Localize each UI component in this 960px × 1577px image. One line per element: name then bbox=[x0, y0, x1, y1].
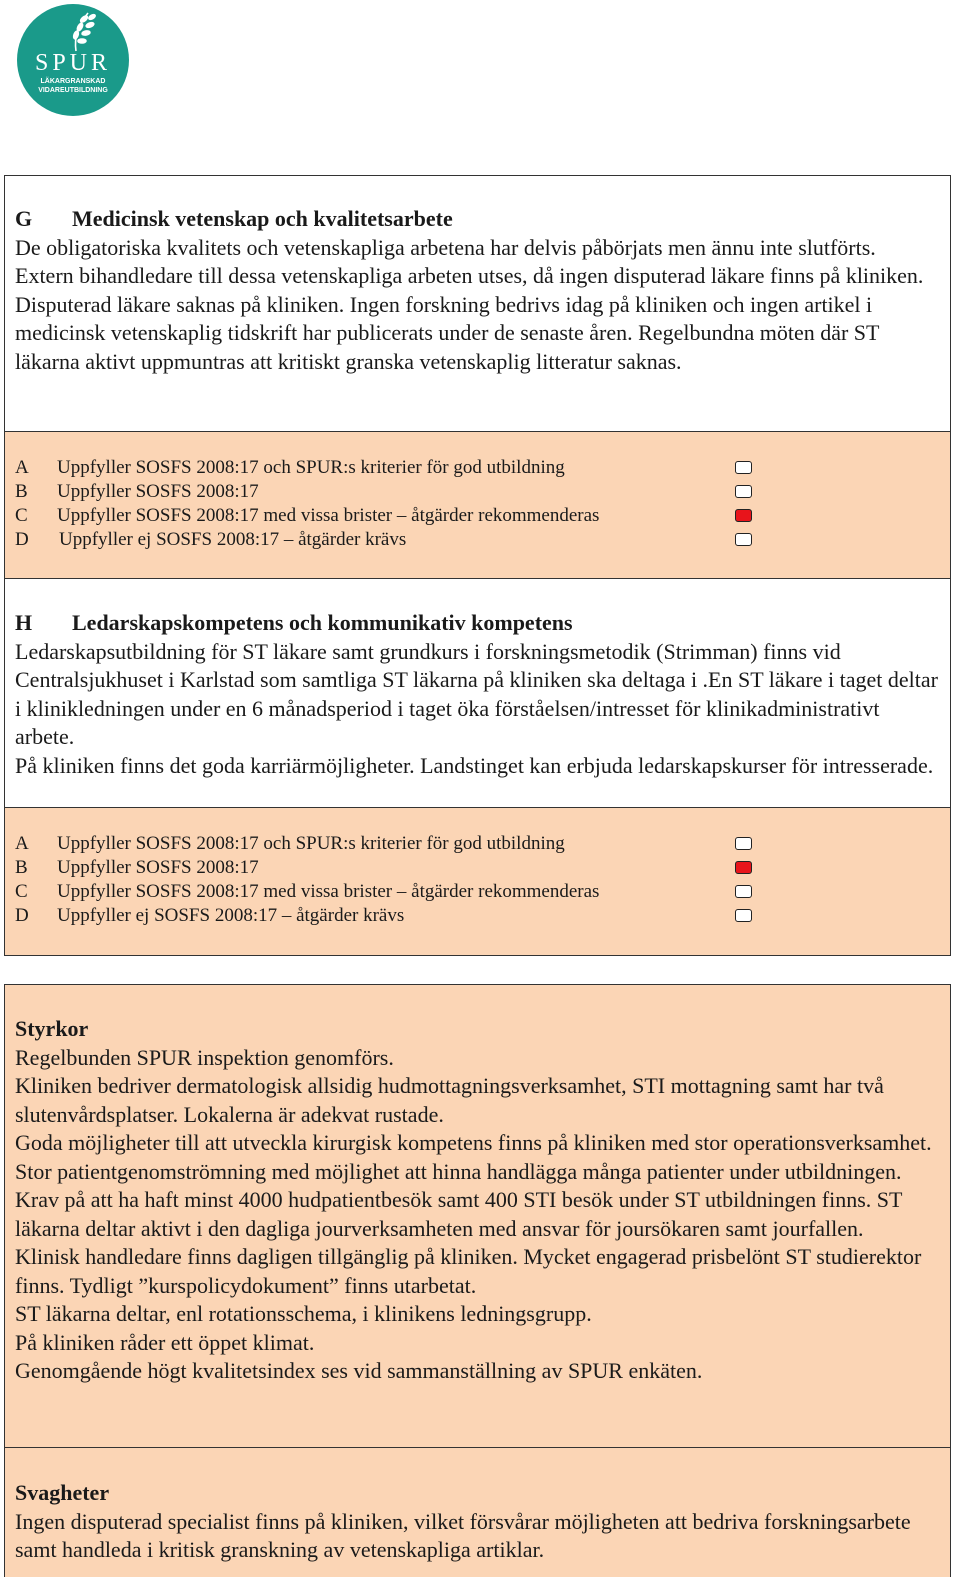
section-g-letter: G bbox=[15, 206, 33, 231]
strengths-section bbox=[4, 984, 951, 1448]
strengths-title: Styrkor bbox=[15, 1016, 89, 1041]
spur-logo-icon bbox=[14, 3, 132, 118]
section-h-rating bbox=[4, 807, 951, 956]
logo-subtitle-2: VIDAREUTBILDNING bbox=[38, 87, 108, 94]
rating-label: Uppfyller ej SOSFS 2008:17 – åtgärder krävs bbox=[59, 529, 407, 550]
section-g-text bbox=[4, 175, 951, 432]
rating-checkbox[interactable] bbox=[735, 837, 752, 850]
rating-checkbox-checked[interactable] bbox=[735, 509, 752, 522]
section-h-text bbox=[4, 578, 951, 808]
rating-option-d bbox=[15, 904, 940, 928]
rating-option-c bbox=[15, 504, 940, 528]
rating-option-a bbox=[15, 456, 940, 480]
rating-checkbox-checked[interactable] bbox=[735, 861, 752, 874]
rating-grade: D bbox=[15, 529, 29, 550]
rating-checkbox[interactable] bbox=[735, 885, 752, 898]
rating-grade: B bbox=[15, 481, 28, 502]
section-g-heading bbox=[15, 205, 940, 234]
rating-grade: B bbox=[15, 857, 28, 878]
strengths-paragraph: På kliniken råder ett öppet klimat. bbox=[15, 1329, 315, 1355]
rating-label: Uppfyller SOSFS 2008:17 och SPUR:s kriterier för god utbildning bbox=[57, 833, 565, 854]
rating-grade: A bbox=[15, 457, 29, 478]
rating-option-b bbox=[15, 856, 940, 880]
section-g-title: Medicinsk vetenskap och kvalitetsarbete bbox=[72, 206, 453, 231]
weaknesses-title: Svagheter bbox=[15, 1480, 110, 1505]
spur-logo bbox=[14, 3, 132, 118]
rating-checkbox[interactable] bbox=[735, 485, 752, 498]
rating-grade: D bbox=[15, 905, 29, 926]
weaknesses-paragraph: Ingen disputerad specialist finns på kliniken, vilket försvårar möjligheten att bedriva forskningsarbete samt handleda i kritisk granskning av vetenskapliga artiklar. bbox=[15, 1508, 911, 1562]
rating-label: Uppfyller SOSFS 2008:17 bbox=[57, 481, 259, 502]
rating-grade: C bbox=[15, 881, 28, 902]
section-g-paragraph: Disputerad läkare saknas på kliniken. Ingen forskning bedrivs idag på kliniken och ingen artikel i medicinsk vetenskaplig tidskrift har publicerats under de senaste åren. Regelbundna möten där ST läkarna aktivt uppmuntras att kritiskt granska vetenskaplig litteratur saknas. bbox=[15, 291, 880, 374]
logo-subtitle-1: LÄKARGRANSKAD bbox=[40, 78, 106, 85]
strengths-paragraph: Genomgående högt kvalitetsindex ses vid sammanställning av SPUR enkäten. bbox=[15, 1358, 703, 1383]
rating-label: Uppfyller SOSFS 2008:17 med vissa brister – åtgärder rekommenderas bbox=[57, 505, 600, 526]
section-h-heading bbox=[15, 609, 940, 638]
section-h-paragraph: På kliniken finns det goda karriärmöjligheter. Landstinget kan erbjuda ledarskapskurser för intresserade. bbox=[15, 752, 934, 778]
section-h-letter: H bbox=[15, 610, 33, 635]
rating-label: Uppfyller ej SOSFS 2008:17 – åtgärder krävs bbox=[57, 905, 405, 926]
strengths-paragraph: ST läkarna deltar, enl rotationsschema, i klinikens ledningsgrupp. bbox=[15, 1301, 592, 1326]
section-g-paragraph: Extern bihandledare till dessa vetenskapliga arbeten utses, då ingen disputerad läkare finns på kliniken. bbox=[15, 263, 924, 288]
section-h-title: Ledarskapskompetens och kommunikativ kompetens bbox=[72, 610, 573, 635]
rating-label: Uppfyller SOSFS 2008:17 och SPUR:s kriterier för god utbildning bbox=[57, 457, 565, 478]
rating-grade: C bbox=[15, 505, 28, 526]
strengths-paragraph: Kliniken bedriver dermatologisk allsidig hudmottagningsverksamhet, STI mottagning samt har två slutenvårdsplatser. Lokalerna är adekvat rustade. bbox=[15, 1073, 884, 1127]
rating-option-c bbox=[15, 880, 940, 904]
rating-label: Uppfyller SOSFS 2008:17 med vissa brister – åtgärder rekommenderas bbox=[57, 881, 600, 902]
rating-checkbox[interactable] bbox=[735, 533, 752, 546]
weaknesses-section bbox=[4, 1447, 951, 1577]
rating-label: Uppfyller SOSFS 2008:17 bbox=[57, 857, 259, 878]
rating-grade: A bbox=[15, 833, 29, 854]
rating-option-b bbox=[15, 480, 940, 504]
section-h-paragraph: Ledarskapsutbildning för ST läkare samt grundkurs i forskningsmetodik (Strimman) finns vid Centralsjukhuset i Karlstad som samtliga ST läkarna på kliniken ska deltaga i .En ST läkare i taget deltar i klinikledningen under en 6 månadsperiod i taget öka förståelsen/intresset för klinikadministrativt arbete. bbox=[15, 638, 938, 749]
logo-title: SPUR bbox=[34, 50, 112, 76]
strengths-paragraph: Klinisk handledare finns dagligen tillgänglig på kliniken. Mycket engagerad prisbelönt ST studierektor finns. Tydligt ”kurspolicydokument” finns utarbetat. bbox=[15, 1244, 922, 1298]
rating-checkbox[interactable] bbox=[735, 909, 752, 922]
rating-option-d bbox=[15, 528, 940, 552]
strengths-paragraph: Goda möjligheter till att utveckla kirurgisk kompetens finns på kliniken med stor operationsverksamhet. Stor patientgenomströmning med möjlighet att hinna handlägga många patienter under utbildningen. Krav på att ha haft minst 4000 hudpatientbesök samt 400 STI besök under ST utbildningen finns. ST läkarna deltar aktivt i den dagliga jourverksamheten med ansvar för joursökaren samt jourfallen. bbox=[15, 1130, 932, 1241]
rating-option-a bbox=[15, 832, 940, 856]
section-g-paragraph: De obligatoriska kvalitets och vetenskapliga arbetena har delvis påbörjats men ännu inte slutförts. bbox=[15, 234, 876, 260]
rating-checkbox[interactable] bbox=[735, 461, 752, 474]
section-g-rating bbox=[4, 431, 951, 579]
strengths-paragraph: Regelbunden SPUR inspektion genomförs. bbox=[15, 1044, 394, 1070]
